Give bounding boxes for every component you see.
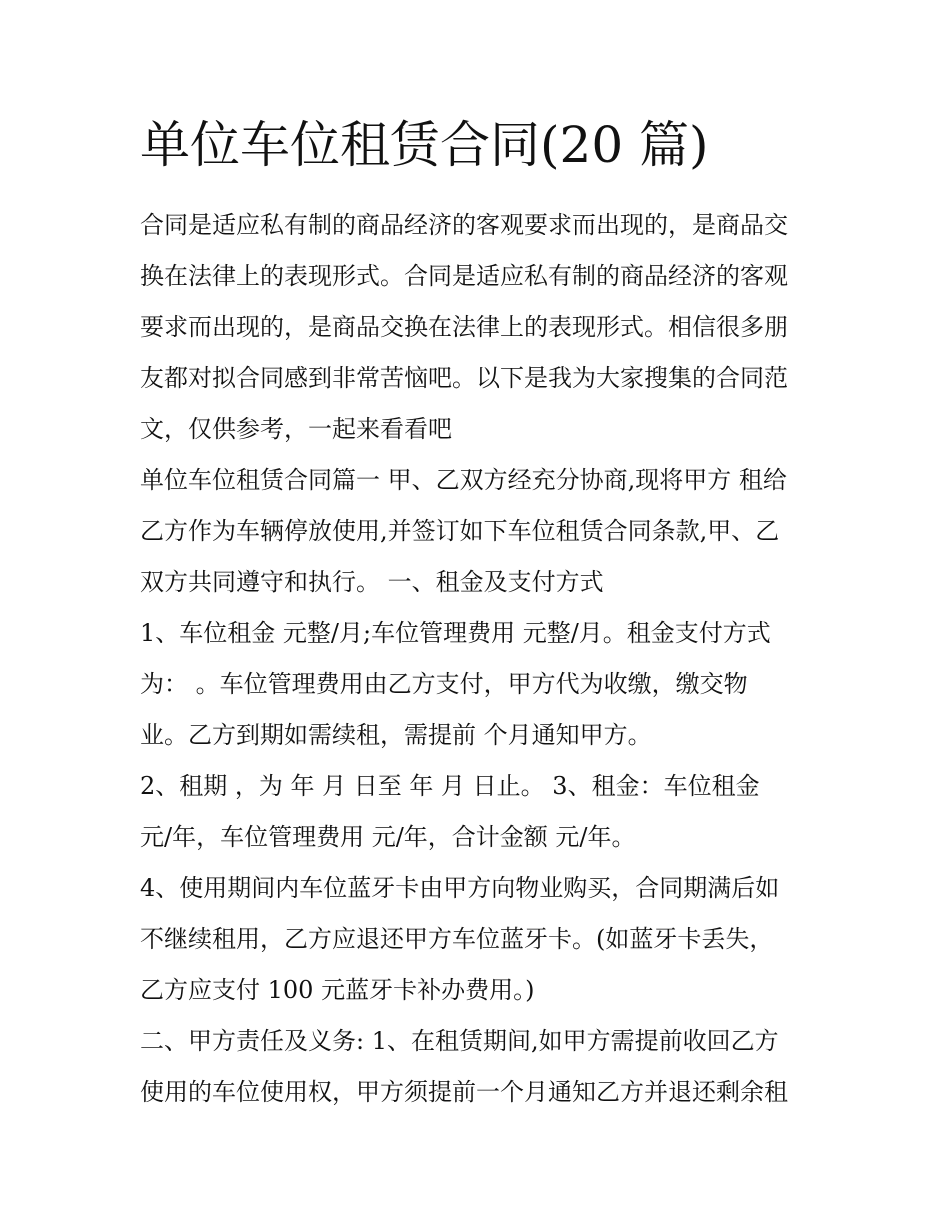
paragraph-rent-fee [140,608,820,761]
text-line: 2、租期 ，为 年 月 日至 年 月 日止。 3、租金：车位租金 [140,772,760,800]
text-line: 使用的车位使用权，甲方须提前一个月通知乙方并退还剩余租 [140,1078,788,1106]
text-line: 为： 。车位管理费用由乙方支付，甲方代为收缴，缴交物 [140,670,748,698]
text-line: 文，仅供参考，一起来看看吧 [140,415,452,443]
document-title: 单位车位租赁合同(20 篇) [140,116,709,174]
text-line: 业。乙方到期如需续租，需提前 个月通知甲方。 [140,721,652,749]
text-line: 二、甲方责任及义务: 1、在租赁期间,如甲方需提前收回乙方 [140,1027,779,1055]
text-line: 单位车位租赁合同篇一 甲、乙双方经充分协商,现将甲方 租给 [140,466,787,494]
text-line: 换在法律上的表现形式。合同是适应私有制的商品经济的客观 [140,262,788,290]
text-line: 元/年，车位管理费用 元/年，合计金额 元/年。 [140,823,636,851]
text-line: 乙方应支付 100 元蓝牙卡补办费用。) [140,976,535,1004]
document-body [140,112,820,1118]
text-line: 双方共同遵守和执行。 一、租金及支付方式 [140,568,604,596]
text-line: 1、车位租金 元整/月;车位管理费用 元整/月。租金支付方式 [140,619,771,647]
text-line: 合同是适应私有制的商品经济的客观要求而出现的，是商品交 [140,211,788,239]
text-line: 乙方作为车辆停放使用,并签订如下车位租赁合同条款,甲、乙 [140,517,780,545]
paragraph-party-a-duties [140,1016,820,1118]
paragraph-intro [140,200,820,455]
paragraph-term [140,761,820,863]
text-line: 友都对拟合同感到非常苦恼吧。以下是我为大家搜集的合同范 [140,364,788,392]
text-line: 4、使用期间内车位蓝牙卡由甲方向物业购买，合同期满后如 [140,874,780,902]
paragraph-contract-one [140,455,820,608]
paragraph-bluetooth-card [140,863,820,1016]
text-line: 要求而出现的，是商品交换在法律上的表现形式。相信很多朋 [140,313,788,341]
text-line: 不继续租用，乙方应退还甲方车位蓝牙卡。(如蓝牙卡丢失， [140,925,774,953]
